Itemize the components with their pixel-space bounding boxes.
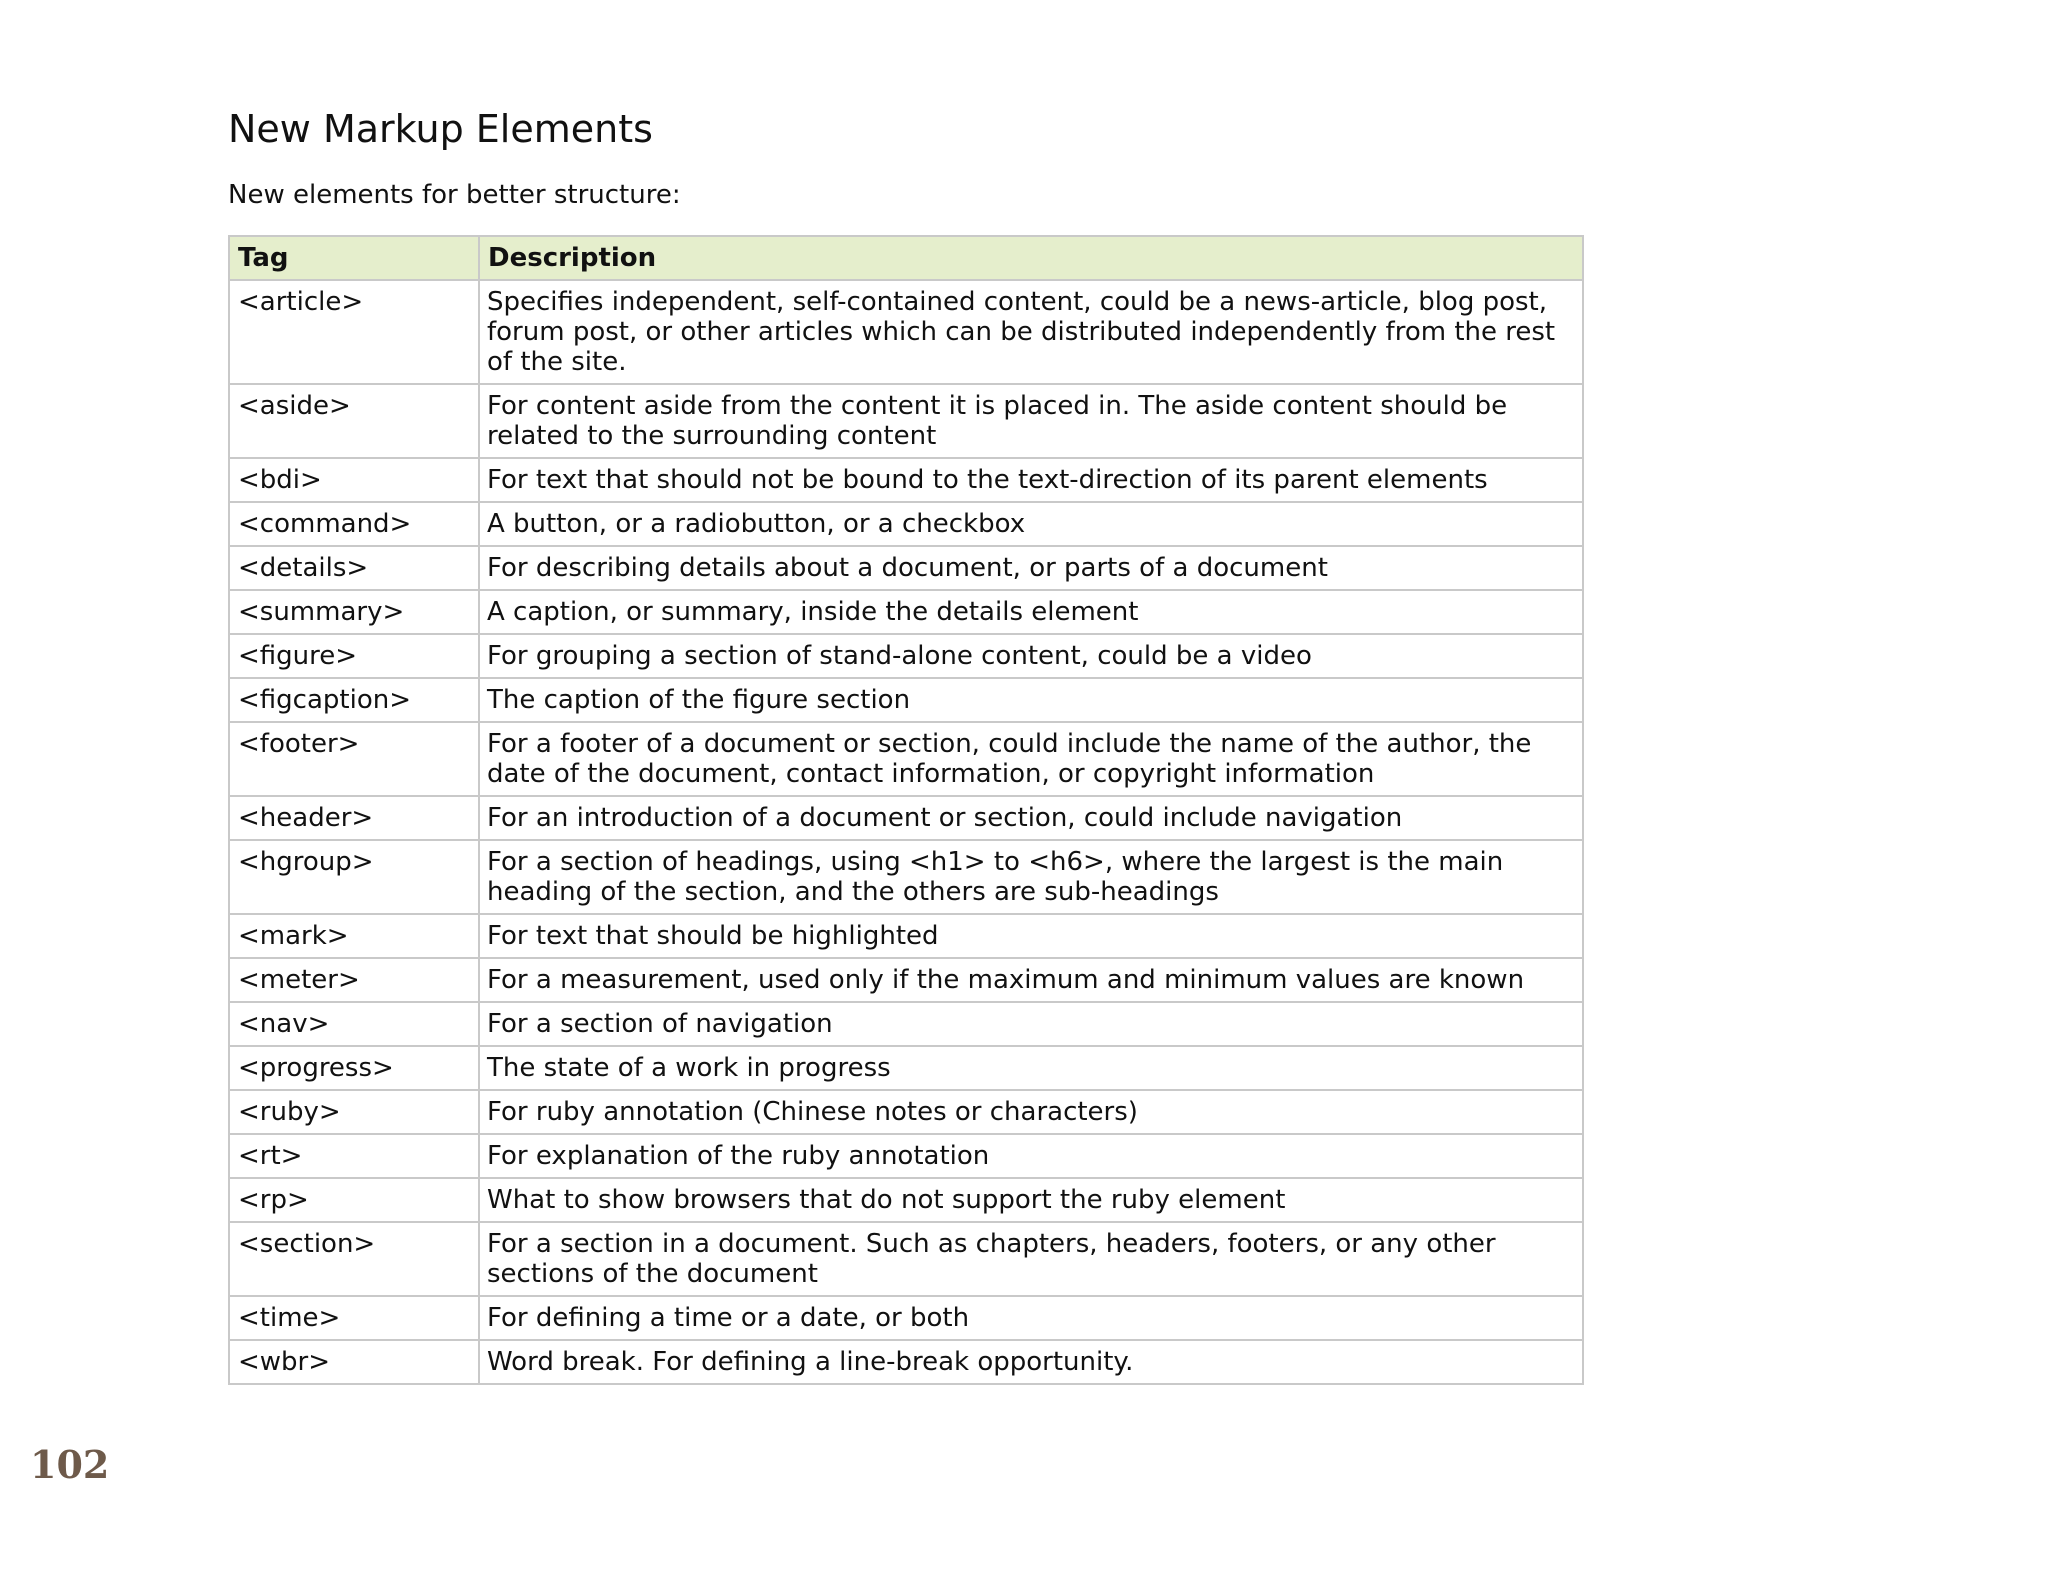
description-cell: Word break. For defining a line-break opportunity. xyxy=(479,1340,1583,1384)
tag-cell: <figure> xyxy=(229,634,479,678)
description-cell: A button, or a radiobutton, or a checkbox xyxy=(479,502,1583,546)
table-row xyxy=(229,678,1583,722)
table-row xyxy=(229,1296,1583,1340)
tag-cell: <section> xyxy=(229,1222,479,1296)
table-row xyxy=(229,1090,1583,1134)
description-cell: For defining a time or a date, or both xyxy=(479,1296,1583,1340)
description-cell: For a footer of a document or section, could include the name of the author, the date of the document, contact information, or copyright information xyxy=(479,722,1583,796)
tag-cell: <bdi> xyxy=(229,458,479,502)
description-cell: For a measurement, used only if the maximum and minimum values are known xyxy=(479,958,1583,1002)
description-cell: For describing details about a document, or parts of a document xyxy=(479,546,1583,590)
intro-text: New elements for better structure: xyxy=(228,180,681,210)
description-cell: For an introduction of a document or section, could include navigation xyxy=(479,796,1583,840)
description-cell: For a section of headings, using <h1> to <h6>, where the largest is the main heading of the section, and the others are sub-headings xyxy=(479,840,1583,914)
description-cell: What to show browsers that do not support the ruby element xyxy=(479,1178,1583,1222)
tag-cell: <article> xyxy=(229,280,479,384)
markup-elements-table xyxy=(228,235,1584,1385)
table-row xyxy=(229,590,1583,634)
tag-cell: <hgroup> xyxy=(229,840,479,914)
table-row xyxy=(229,384,1583,458)
page-number: 102 xyxy=(30,1442,110,1487)
description-cell: For a section in a document. Such as chapters, headers, footers, or any other sections of the document xyxy=(479,1222,1583,1296)
description-cell: Specifies independent, self-contained content, could be a news-article, blog post, forum post, or other articles which can be distributed independently from the rest of the site. xyxy=(479,280,1583,384)
description-cell: The caption of the figure section xyxy=(479,678,1583,722)
table-row xyxy=(229,634,1583,678)
description-cell: For content aside from the content it is placed in. The aside content should be related to the surrounding content xyxy=(479,384,1583,458)
description-cell: For text that should be highlighted xyxy=(479,914,1583,958)
description-cell: For text that should not be bound to the text-direction of its parent elements xyxy=(479,458,1583,502)
tag-cell: <mark> xyxy=(229,914,479,958)
tag-cell: <rp> xyxy=(229,1178,479,1222)
table-row xyxy=(229,1222,1583,1296)
table-row xyxy=(229,458,1583,502)
table-row xyxy=(229,546,1583,590)
tag-cell: <meter> xyxy=(229,958,479,1002)
tag-cell: <figcaption> xyxy=(229,678,479,722)
tag-cell: <command> xyxy=(229,502,479,546)
description-cell: A caption, or summary, inside the details element xyxy=(479,590,1583,634)
table-row xyxy=(229,280,1583,384)
table-row xyxy=(229,796,1583,840)
tag-cell: <header> xyxy=(229,796,479,840)
header-tag: Tag xyxy=(229,236,479,280)
tag-cell: <details> xyxy=(229,546,479,590)
description-cell: For explanation of the ruby annotation xyxy=(479,1134,1583,1178)
tag-cell: <wbr> xyxy=(229,1340,479,1384)
table-row xyxy=(229,1002,1583,1046)
table-row xyxy=(229,502,1583,546)
tag-cell: <rt> xyxy=(229,1134,479,1178)
description-cell: For a section of navigation xyxy=(479,1002,1583,1046)
tag-cell: <time> xyxy=(229,1296,479,1340)
table-header-row xyxy=(229,236,1583,280)
description-cell: The state of a work in progress xyxy=(479,1046,1583,1090)
table-row xyxy=(229,1340,1583,1384)
table-row xyxy=(229,1178,1583,1222)
tag-cell: <footer> xyxy=(229,722,479,796)
description-cell: For grouping a section of stand-alone content, could be a video xyxy=(479,634,1583,678)
table-row xyxy=(229,1134,1583,1178)
tag-cell: <aside> xyxy=(229,384,479,458)
tag-cell: <ruby> xyxy=(229,1090,479,1134)
table-row xyxy=(229,840,1583,914)
table-row xyxy=(229,914,1583,958)
page-title: New Markup Elements xyxy=(228,107,653,151)
table-row xyxy=(229,722,1583,796)
tag-cell: <summary> xyxy=(229,590,479,634)
table-row xyxy=(229,1046,1583,1090)
header-description: Description xyxy=(479,236,1583,280)
description-cell: For ruby annotation (Chinese notes or characters) xyxy=(479,1090,1583,1134)
tag-cell: <progress> xyxy=(229,1046,479,1090)
table-row xyxy=(229,958,1583,1002)
tag-cell: <nav> xyxy=(229,1002,479,1046)
